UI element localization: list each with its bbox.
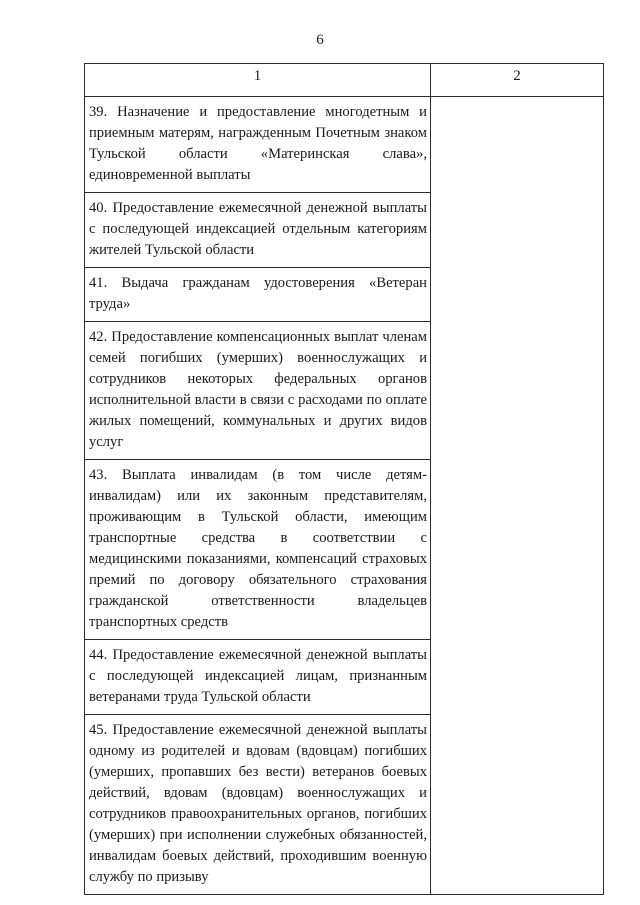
service-item-39: 39. Назначение и предоставление многодетным и приемным матерям, награжденным Почетным знаком Тульской области «Материнская слава», единовременной выплаты <box>85 97 431 193</box>
service-item-41: 41. Выдача гражданам удостоверения «Ветеран труда» <box>85 268 431 322</box>
table-row <box>85 268 604 322</box>
empty-cell <box>431 640 604 715</box>
table-row <box>85 97 604 193</box>
table-row <box>85 460 604 640</box>
services-table <box>84 63 604 895</box>
column-header-1: 1 <box>85 64 431 97</box>
service-item-40: 40. Предоставление ежемесячной денежной выплаты с последующей индексацией отдельным категориям жителей Тульской области <box>85 193 431 268</box>
table-header-row <box>85 64 604 97</box>
empty-cell <box>431 715 604 895</box>
table-row <box>85 193 604 268</box>
table-row <box>85 322 604 460</box>
table-row <box>85 715 604 895</box>
empty-cell <box>431 322 604 460</box>
empty-cell <box>431 460 604 640</box>
empty-cell <box>431 97 604 193</box>
service-item-43: 43. Выплата инвалидам (в том числе детям-инвалидам) или их законным представителям, проживающим в Тульской области, имеющим транспортные средства в соответствии с медицинскими показаниями, компенсаций страховых премий по договору обязательного страхования гражданской ответственности владельцев транспортных средств <box>85 460 431 640</box>
column-header-2: 2 <box>431 64 604 97</box>
service-item-44: 44. Предоставление ежемесячной денежной выплаты с последующей индексацией лицам, признанным ветеранами труда Тульской области <box>85 640 431 715</box>
page-number: 6 <box>316 32 324 48</box>
service-item-42: 42. Предоставление компенсационных выплат членам семей погибших (умерших) военнослужащих и сотрудников некоторых федеральных органов исполнительной власти в связи с расходами по оплате жилых помещений, коммунальных и других видов услуг <box>85 322 431 460</box>
service-item-45: 45. Предоставление ежемесячной денежной выплаты одному из родителей и вдовам (вдовцам) погибших (умерших, пропавших без вести) ветеранов боевых действий, вдовам (вдовцам) военнослужащих и сотрудников правоохранительных органов, погибших (умерших) при исполнении служебных обязанностей, инвалидам боевых действий, проходившим военную службу по призыву <box>85 715 431 895</box>
empty-cell <box>431 268 604 322</box>
empty-cell <box>431 193 604 268</box>
table-row <box>85 640 604 715</box>
